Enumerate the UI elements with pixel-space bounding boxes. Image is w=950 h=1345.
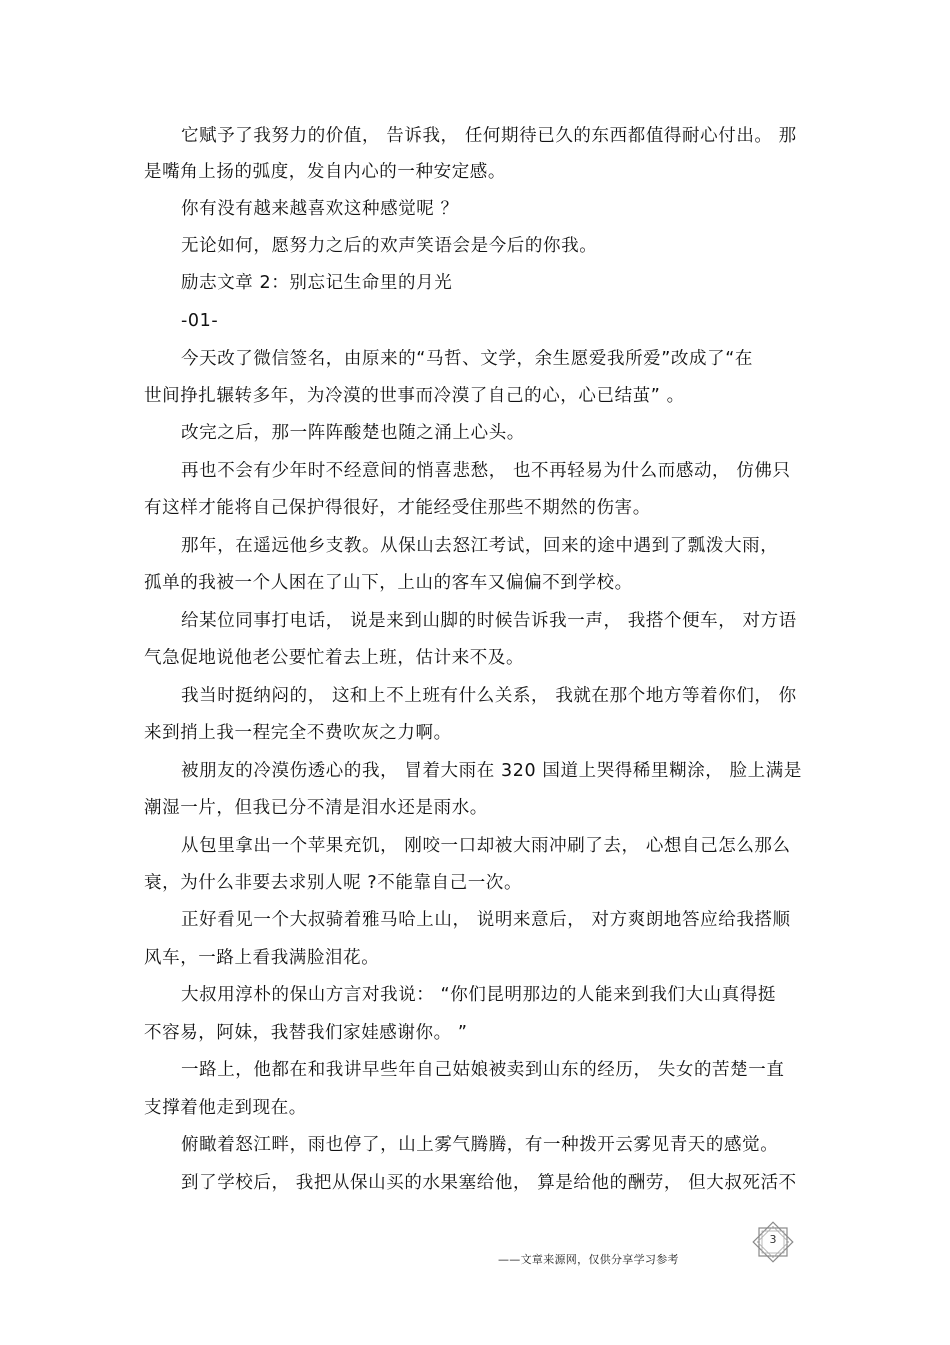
section-number: -01- bbox=[181, 311, 219, 331]
paragraph-line: 潮湿一片，但我已分不清是泪水还是雨水。 bbox=[144, 798, 488, 818]
footer-source-note: ——文章来源网，仅供分享学习参考 bbox=[498, 1253, 679, 1266]
paragraph-line: 被朋友的冷漠伤透心的我， 冒着大雨在 320 国道上哭得稀里糊涂， 脸上满是 bbox=[181, 761, 802, 781]
paragraph-line: 到了学校后， 我把从保山买的水果塞给他， 算是给他的酬劳， 但大叔死活不 bbox=[181, 1173, 797, 1193]
paragraph-line: 它赋予了我努力的价值， 告诉我， 任何期待已久的东西都值得耐心付出。 那 bbox=[181, 126, 797, 146]
paragraph-line: 无论如何，愿努力之后的欢声笑语会是今后的你我。 bbox=[181, 236, 598, 256]
paragraph-line: 俯瞰着怒江畔，雨也停了，山上雾气腾腾，有一种拨开云雾见青天的感觉。 bbox=[181, 1135, 779, 1155]
paragraph-line: 是嘴角上扬的弧度，发自内心的一种安定感。 bbox=[144, 162, 506, 182]
paragraph-line: 改完之后，那一阵阵酸楚也随之涌上心头。 bbox=[181, 423, 525, 443]
paragraph-line: 大叔用淳朴的保山方言对我说： “你们昆明那边的人能来到我们大山真得挺 bbox=[181, 985, 777, 1005]
page-number-badge bbox=[751, 1220, 795, 1264]
paragraph-line: 正好看见一个大叔骑着雅马哈上山， 说明来意后， 对方爽朗地答应给我搭顺 bbox=[181, 910, 791, 930]
paragraph-line: 孤单的我被一个人困在了山下，上山的客车又偏偏不到学校。 bbox=[144, 573, 633, 593]
paragraph-line: 你有没有越来越喜欢这种感觉呢 ？ bbox=[181, 199, 459, 219]
paragraph-line: 支撑着他走到现在。 bbox=[144, 1098, 307, 1118]
paragraph-line: 世间挣扎辗转多年，为冷漠的世事而冷漠了自己的心，心已结茧” 。 bbox=[144, 386, 685, 406]
section-heading: 励志文章 2：别忘记生命里的月光 bbox=[181, 273, 453, 293]
paragraph-line: 那年，在遥远他乡支教。从保山去怒江考试，回来的途中遇到了瓢泼大雨， bbox=[181, 536, 779, 556]
paragraph-line: 来到捎上我一程完全不费吹灰之力啊。 bbox=[144, 723, 452, 743]
paragraph-line: 给某位同事打电话， 说是来到山脚的时候告诉我一声， 我搭个便车， 对方语 bbox=[181, 611, 797, 631]
page-number: 3 bbox=[769, 1233, 777, 1246]
paragraph-line: 今天改了微信签名，由原来的“马哲、文学，余生愿爱我所爱”改成了“在 bbox=[181, 349, 753, 369]
paragraph-line: 一路上，他都在和我讲早些年自己姑娘被卖到山东的经历， 失女的苦楚一直 bbox=[181, 1060, 785, 1080]
paragraph-line: 气急促地说他老公要忙着去上班，估计来不及。 bbox=[144, 648, 525, 668]
paragraph-line: 不容易，阿妹，我替我们家娃感谢你。 ” bbox=[144, 1023, 468, 1043]
paragraph-line: 我当时挺纳闷的， 这和上不上班有什么关系， 我就在那个地方等着你们， 你 bbox=[181, 686, 797, 706]
paragraph-line: 有这样才能将自己保护得很好，才能经受住那些不期然的伤害。 bbox=[144, 498, 651, 518]
paragraph-line: 衰，为什么非要去求别人呢 ?不能靠自己一次。 bbox=[144, 873, 523, 893]
paragraph-line: 再也不会有少年时不经意间的悄喜悲愁， 也不再轻易为什么而感动， 仿佛只 bbox=[181, 461, 791, 481]
paragraph-line: 从包里拿出一个苹果充饥， 刚咬一口却被大雨冲刷了去， 心想自己怎么那么 bbox=[181, 836, 791, 856]
paragraph-line: 风车，一路上看我满脸泪花。 bbox=[144, 948, 380, 968]
